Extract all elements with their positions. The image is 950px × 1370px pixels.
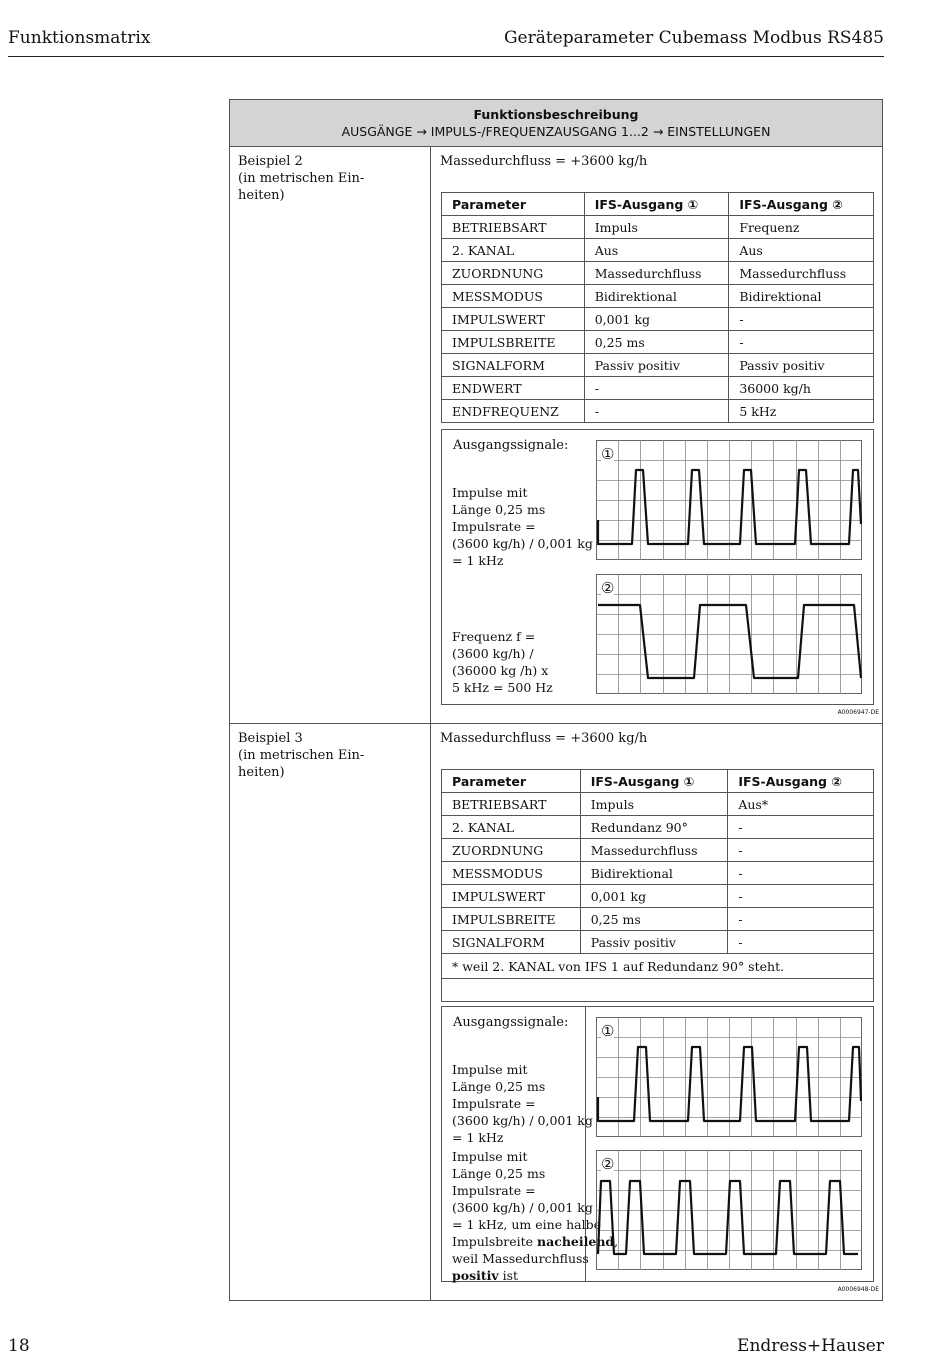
table-cell: 0,001 kg (584, 308, 729, 331)
example2-signal2-text (452, 628, 553, 696)
example3-signal2-text (452, 1148, 618, 1284)
example3-label-line: heiten) (238, 765, 285, 780)
table-cell: Massedurchfluss (729, 262, 874, 285)
plot-frame (597, 575, 862, 694)
table-cell: - (728, 908, 874, 931)
text-line: 5 kHz = 500 Hz (452, 680, 553, 695)
example2-pulse-plot-1 (596, 440, 862, 560)
table-cell: 0,001 kg (580, 885, 728, 908)
table-cell: - (729, 308, 874, 331)
row-divider (230, 723, 882, 724)
table-cell: 36000 kg/h (729, 377, 874, 400)
text-line: (3600 kg/h) / 0,001 kg (452, 536, 593, 551)
table-cell: Aus (584, 239, 729, 262)
example3-parameter-table (441, 769, 874, 1002)
header-rule (8, 56, 884, 57)
header-document-title: Geräteparameter Cubemass Modbus RS485 (503, 28, 884, 48)
table-cell: - (728, 885, 874, 908)
table-cell: Redundanz 90° (580, 816, 728, 839)
table-cell: - (728, 931, 874, 954)
table-cell: BETRIEBSART (442, 793, 581, 816)
col-header: Parameter (442, 193, 585, 216)
table-cell: ZUORDNUNG (442, 839, 581, 862)
text-run: , (614, 1234, 619, 1249)
text-line: (36000 kg /h) x (452, 663, 549, 678)
figure-code: A0006948-DE (837, 1286, 879, 1293)
table-cell: SIGNALFORM (442, 354, 585, 377)
table-row (442, 377, 874, 400)
text-line: Impulse mit (452, 1062, 528, 1077)
text-line: (3600 kg/h) / 0,001 kg (452, 1200, 593, 1215)
table-cell: - (728, 839, 874, 862)
figure-code: A0006947-DE (837, 709, 879, 716)
signal-trace (598, 1181, 858, 1254)
text-line: weil Massedurchfluss (452, 1251, 589, 1266)
col-header: IFS-Ausgang ① (580, 770, 728, 793)
table-cell: - (584, 377, 729, 400)
example2-label-line: (in metrischen Ein- (238, 171, 365, 186)
table-cell: 5 kHz (729, 400, 874, 423)
text-line: (3600 kg/h) / 0,001 kg (452, 1113, 593, 1128)
table-row (442, 908, 874, 931)
table-cell: Massedurchfluss (580, 839, 728, 862)
footnote: * weil 2. KANAL von IFS 1 auf Redundanz 90° steht. (442, 954, 874, 979)
table-cell: Bidirektional (729, 285, 874, 308)
text-line: = 1 kHz (452, 1130, 504, 1145)
col-header: IFS-Ausgang ② (728, 770, 874, 793)
emphasis-positive: positiv (452, 1268, 499, 1283)
marker-2-icon: ② (601, 579, 615, 597)
table-cell: IMPULSBREITE (442, 908, 581, 931)
table-row (442, 400, 874, 423)
text-line: Länge 0,25 ms (452, 1166, 546, 1181)
text-line: Frequenz f = (452, 629, 536, 644)
table-header-row (442, 193, 874, 216)
example2-parameter-table (441, 192, 874, 423)
text-line (452, 1233, 618, 1250)
example3-signal1-text (452, 1061, 593, 1146)
table-cell: IMPULSWERT (442, 885, 581, 908)
table-cell: Bidirektional (580, 862, 728, 885)
page-number: 18 (8, 1336, 30, 1356)
table-cell: Bidirektional (584, 285, 729, 308)
text-line: = 1 kHz (452, 553, 504, 568)
table-cell: Frequenz (729, 216, 874, 239)
example2-label-line: heiten) (238, 188, 285, 203)
example2-label (238, 153, 388, 204)
table-note-row (442, 954, 874, 979)
text-line (452, 1267, 618, 1284)
table-cell: IMPULSBREITE (442, 331, 585, 354)
table-header-row (442, 770, 874, 793)
col-header: Parameter (442, 770, 581, 793)
table-cell: - (584, 400, 729, 423)
table-row (442, 285, 874, 308)
table-cell: Passiv positiv (584, 354, 729, 377)
table-row (442, 239, 874, 262)
brand-name: Endress+Hauser (737, 1336, 884, 1356)
table-empty-row (442, 979, 874, 1002)
text-line: Impulsrate = (452, 1183, 536, 1198)
table-cell: Impuls (584, 216, 729, 239)
example2-frequency-plot-2 (596, 574, 862, 694)
emphasis-lagging: nacheilend (537, 1234, 615, 1249)
table-row (442, 308, 874, 331)
col-header: IFS-Ausgang ② (729, 193, 874, 216)
text-line: Impulsrate = (452, 519, 536, 534)
example3-signal-title: Ausgangssignale: (453, 1015, 569, 1030)
table-cell: - (729, 331, 874, 354)
table-row (442, 931, 874, 954)
table-cell: Aus (729, 239, 874, 262)
table-cell: ENDWERT (442, 377, 585, 400)
table-cell: ENDFREQUENZ (442, 400, 585, 423)
table-row (442, 793, 874, 816)
text-line: = 1 kHz, um eine halbe (452, 1217, 601, 1232)
example3-pulse-plot-2 (596, 1150, 862, 1270)
example3-label-line: Beispiel 3 (238, 731, 303, 746)
example2-flow: Massedurchfluss = +3600 kg/h (440, 154, 648, 169)
text-run: Impulsbreite (452, 1234, 538, 1249)
text-line: Impulse mit (452, 485, 528, 500)
table-cell: Passiv positiv (729, 354, 874, 377)
table-cell: Aus* (728, 793, 874, 816)
marker-2-icon: ② (601, 1155, 615, 1173)
table-row (442, 839, 874, 862)
text-line: Impulsrate = (452, 1096, 536, 1111)
table-cell: SIGNALFORM (442, 931, 581, 954)
table-cell: ZUORDNUNG (442, 262, 585, 285)
table-row (442, 262, 874, 285)
table-cell: BETRIEBSART (442, 216, 585, 239)
header-path: AUSGÄNGE → IMPULS-/FREQUENZAUSGANG 1...2 → EINSTELLUNGEN (341, 124, 771, 139)
header-section-title: Funktionsmatrix (8, 28, 151, 48)
example2-signal1-text (452, 484, 593, 569)
example3-label-line: (in metrischen Ein- (238, 748, 365, 763)
header-title: Funktionsbeschreibung (473, 107, 639, 122)
table-cell: Massedurchfluss (584, 262, 729, 285)
table-cell: MESSMODUS (442, 285, 585, 308)
table-row (442, 862, 874, 885)
text-line: Impulse mit (452, 1149, 528, 1164)
example2-signal-title: Ausgangssignale: (453, 438, 569, 453)
function-table-header (230, 100, 882, 147)
table-cell: 0,25 ms (584, 331, 729, 354)
marker-1-icon: ① (601, 445, 615, 463)
text-line: Länge 0,25 ms (452, 502, 546, 517)
col-header: IFS-Ausgang ① (584, 193, 729, 216)
table-cell: 0,25 ms (580, 908, 728, 931)
example3-pulse-plot-1 (596, 1017, 862, 1137)
table-row (442, 216, 874, 239)
table-row (442, 816, 874, 839)
table-cell: 2. KANAL (442, 239, 585, 262)
table-cell: IMPULSWERT (442, 308, 585, 331)
table-cell: - (728, 862, 874, 885)
empty-cell (442, 979, 874, 1002)
example3-label (238, 730, 388, 781)
text-run: ist (498, 1268, 519, 1283)
example2-label-line: Beispiel 2 (238, 154, 303, 169)
text-line: (3600 kg/h) / (452, 646, 534, 661)
table-cell: Passiv positiv (580, 931, 728, 954)
text-line: Länge 0,25 ms (452, 1079, 546, 1094)
table-row (442, 354, 874, 377)
table-cell: Impuls (580, 793, 728, 816)
table-row (442, 885, 874, 908)
table-cell: - (728, 816, 874, 839)
example3-flow: Massedurchfluss = +3600 kg/h (440, 731, 648, 746)
table-cell: 2. KANAL (442, 816, 581, 839)
marker-1-icon: ① (601, 1022, 615, 1040)
table-cell: MESSMODUS (442, 862, 581, 885)
plot-frame (597, 441, 862, 560)
table-row (442, 331, 874, 354)
